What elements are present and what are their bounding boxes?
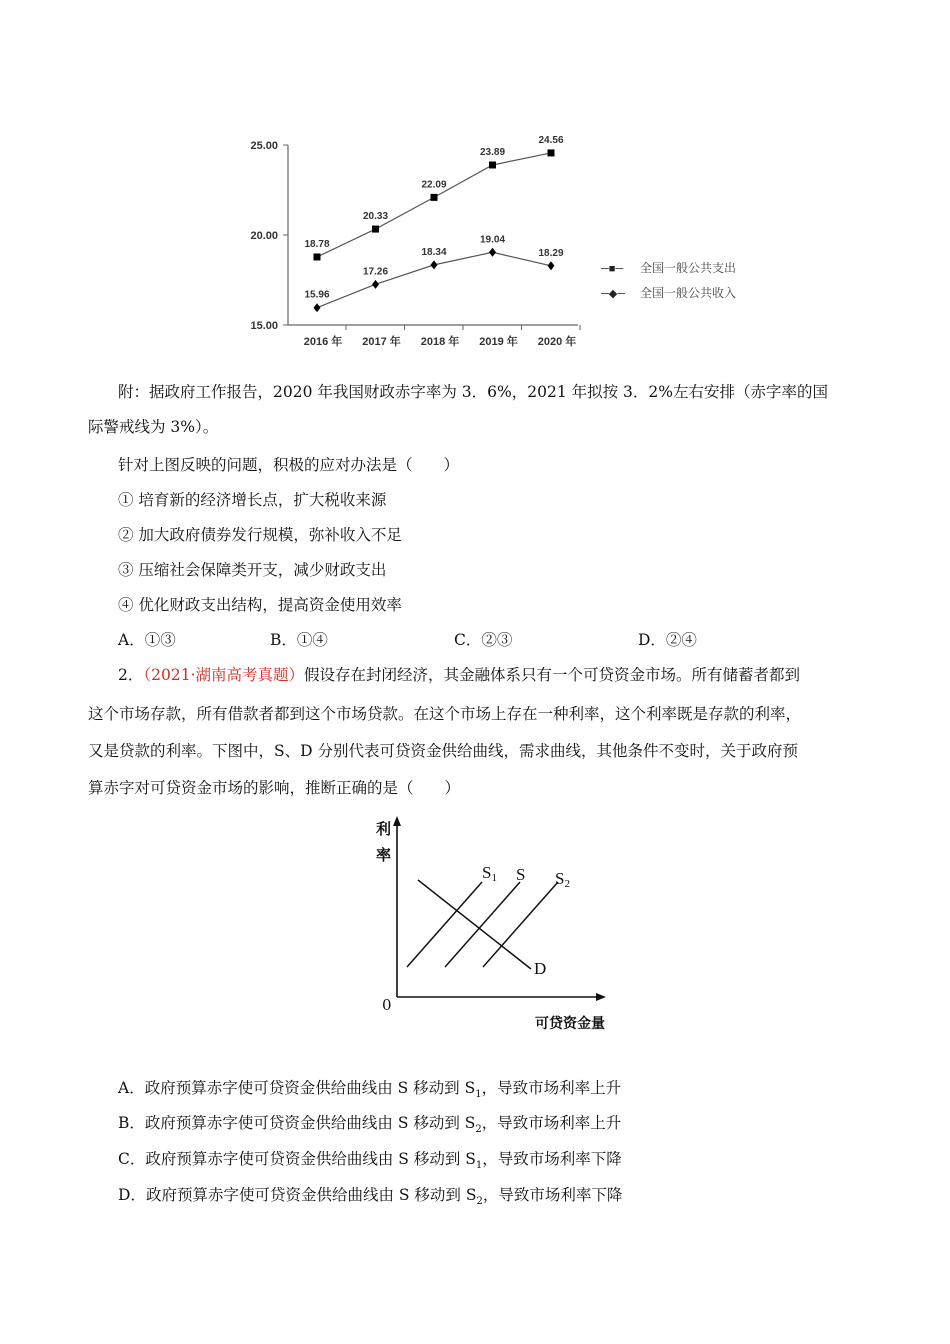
chart-x-tick-label: 2019 年	[479, 336, 518, 348]
legend-label-2: 全国一般公共收入	[640, 286, 737, 300]
q2-line-1: 假设存在封闭经济，其金融体系只有一个可贷资金市场。所有储蓄者都到	[304, 666, 801, 684]
supply-curve-s	[445, 882, 520, 967]
supply-curve-s2	[483, 882, 558, 967]
expenditure-data-label: 22.09	[421, 179, 447, 191]
appendix-line-1: 附：据政府工作报告，2020 年我国财政赤字率为 3．6%，2021 年拟按 3．2%左右安排（赤字率的国	[118, 383, 829, 401]
q2-source: （2021·湖南高考真题）	[143, 666, 304, 684]
chart-x-tick-label: 2020 年	[537, 336, 577, 348]
q1-option-b[interactable]: B．①④	[270, 631, 328, 649]
expenditure-data-label: 18.78	[304, 238, 330, 250]
q2-option-a-post: ，导致市场利率上升	[481, 1079, 622, 1097]
q1-option-d[interactable]: D．②④	[638, 631, 697, 649]
q2-option-b-letter: B．	[118, 1114, 145, 1132]
q2-option-d-pre: 政府预算赤字使可贷资金供给曲线由 S 移动到 S	[145, 1186, 477, 1204]
q1-item-4: ④ 优化财政支出结构，提高资金使用效率	[118, 596, 402, 614]
diagram-x-arrow	[596, 993, 606, 1001]
label-d: D	[534, 959, 547, 978]
loanable-funds-diagram	[370, 812, 620, 1042]
revenue-point	[314, 303, 321, 312]
diagram-ylabel-1: 利	[376, 821, 392, 838]
expenditure-data-label: 24.56	[538, 134, 564, 146]
demand-curve-d	[418, 880, 531, 969]
diagram-ylabel-2: 率	[376, 847, 392, 864]
q2-option-c-letter: C．	[118, 1150, 146, 1168]
q2-option-b-post: ，导致市场利率上升	[481, 1114, 622, 1132]
q2-line-4: 算赤字对可贷资金市场的影响，推断正确的是（ ）	[88, 779, 461, 797]
q2-line-3: 又是贷款的利率。下图中，S、D 分别代表可贷资金供给曲线，需求曲线，其他条件不变时，关于政府预	[88, 742, 798, 760]
revenue-data-label: 18.29	[538, 247, 564, 259]
diagram-origin: 0	[382, 996, 392, 1014]
chart-y-tick-label: 25.00	[250, 140, 278, 152]
chart-y-tick-label: 15.00	[250, 320, 278, 332]
q2-option-b-sub: 2	[475, 1124, 482, 1136]
q2-option-c-post: ，导致市场利率下降	[482, 1150, 622, 1168]
diagram-y-arrow	[393, 816, 401, 826]
expenditure-point	[314, 253, 321, 260]
q2-first-line	[118, 664, 800, 686]
expenditure-data-label: 23.89	[479, 146, 506, 158]
revenue-data-label: 15.96	[304, 289, 330, 301]
series-line-1	[317, 153, 551, 257]
q1-stem: 针对上图反映的问题，积极的应对办法是（ ）	[118, 456, 460, 474]
chart-y-tick-label: 20.00	[250, 230, 278, 242]
q2-option-d[interactable]	[118, 1184, 622, 1206]
chart-x-tick-label: 2017 年	[362, 336, 401, 348]
q2-option-d-letter: D．	[118, 1186, 146, 1204]
chart-x-tick-label: 2016 年	[303, 336, 343, 348]
label-s: S	[516, 865, 526, 884]
q1-item-1: ① 培育新的经济增长点，扩大税收来源	[118, 491, 387, 509]
q1-option-c[interactable]: C．②③	[454, 631, 513, 649]
legend-symbol-1: ─■─	[601, 263, 624, 275]
revenue-data-label: 17.26	[362, 266, 389, 278]
q2-line-2: 这个市场存款，所有借款者都到这个市场贷款。在这个市场上存在一种利率，这个利率既是存款的利率，	[88, 705, 802, 723]
label-s1: S1	[482, 863, 497, 884]
revenue-point	[372, 280, 379, 289]
q2-option-a[interactable]	[118, 1077, 621, 1099]
q1-item-3: ③ 压缩社会保障类开支，减少财政支出	[118, 561, 387, 579]
q2-option-a-sub: 1	[475, 1089, 482, 1101]
revenue-data-label: 18.34	[421, 246, 447, 258]
q2-option-d-post: ，导致市场利率下降	[482, 1186, 623, 1204]
label-s2: S2	[555, 869, 570, 890]
supply-curve-s1	[407, 882, 482, 967]
diagram-xlabel: 可贷资金量	[535, 1015, 605, 1031]
legend-symbol-2: ─◆─	[601, 288, 626, 300]
revenue-point	[548, 261, 555, 270]
q2-option-c[interactable]	[118, 1148, 622, 1170]
legend-label-1: 全国一般公共支出	[640, 261, 737, 275]
q2-option-b[interactable]	[118, 1112, 621, 1134]
revenue-point	[489, 248, 496, 257]
expenditure-point	[372, 226, 379, 233]
revenue-data-label: 19.04	[479, 234, 506, 246]
q1-item-2: ② 加大政府债券发行规模，弥补收入不足	[118, 526, 402, 544]
expenditure-point	[548, 149, 555, 156]
q2-option-d-sub: 2	[476, 1196, 483, 1208]
expenditure-point	[431, 194, 438, 201]
q2-option-a-letter: A．	[118, 1079, 145, 1097]
fiscal-line-chart	[0, 0, 950, 360]
q2-number: 2．	[118, 666, 144, 684]
q1-option-a[interactable]: A．①③	[118, 631, 176, 649]
revenue-point	[431, 260, 438, 269]
q2-option-c-sub: 1	[475, 1160, 483, 1172]
expenditure-data-label: 20.33	[362, 211, 389, 223]
q2-option-a-pre: 政府预算赤字使可贷资金供给曲线由 S 移动到 S	[144, 1079, 476, 1097]
chart-x-tick-label: 2018 年	[420, 336, 460, 348]
q2-option-c-pre: 政府预算赤字使可贷资金供给曲线由 S 移动到 S	[145, 1150, 476, 1168]
expenditure-point	[489, 161, 496, 168]
appendix-line-2: 际警戒线为 3%）。	[88, 418, 219, 436]
q2-option-b-pre: 政府预算赤字使可贷资金供给曲线由 S 移动到 S	[144, 1114, 476, 1132]
